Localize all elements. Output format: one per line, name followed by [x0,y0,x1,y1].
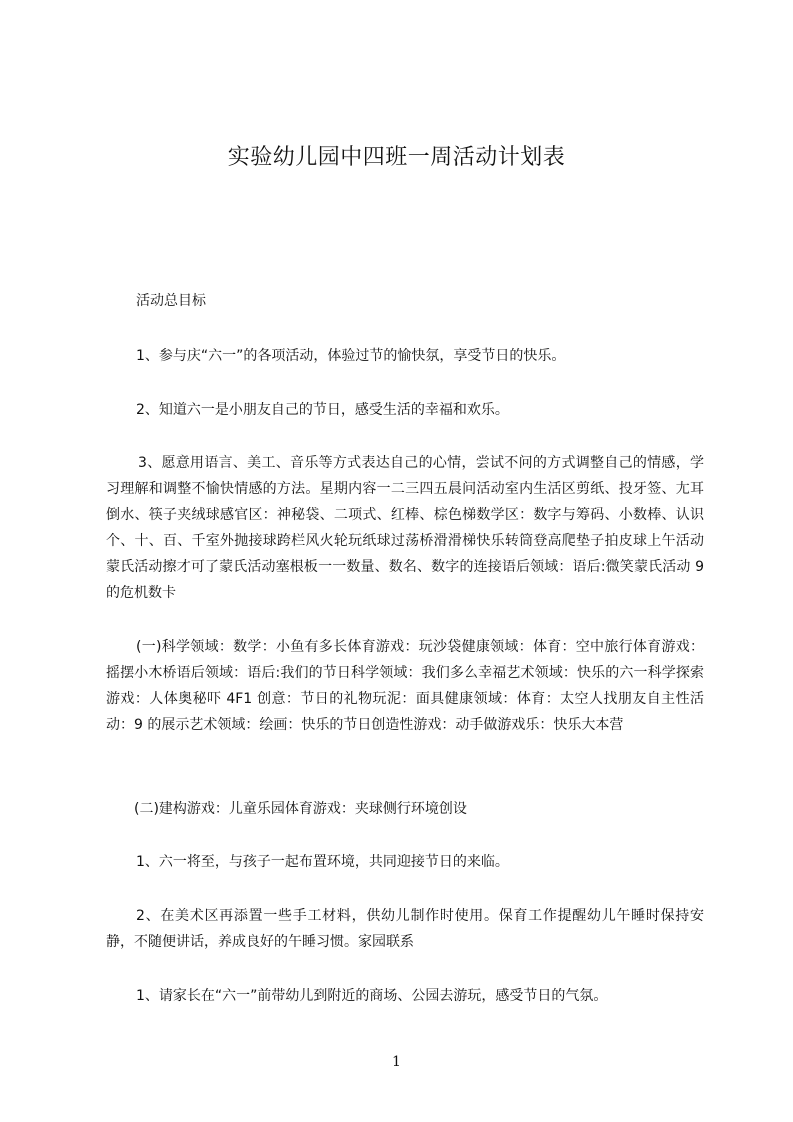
goal-item-1: 1、参与庆“六一”的各项活动，体验过节的愉快氛，享受节日的快乐。 [136,348,566,364]
page-number: 1 [392,1054,401,1070]
environment-item-1: 1、六一将至，与孩子一起布置环境，共同迎接节日的来临。 [136,854,509,870]
home-contact-item-1: 1、请家长在“六一”前带幼儿到附近的商场、公园去游玩，感受节日的气氛。 [136,988,608,1004]
section-construction-game: (二)建构游戏：儿童乐园体育游戏：夹球侧行环境创设 [134,801,467,817]
section-science-domain: (一)科学领域：数学：小鱼有多长体育游戏：玩沙袋健康领域：体育：空中旅行体育游戏：摇摆小木桥语后领域：语后:我们的节日科学领域：我们多么幸福艺术领域：快乐的六一科学探索游戏：人体奥秘吓 4F1 创意：节日的礼物玩泥：面具健康领域：体育：太空人找朋友自主性活动：9 的展示艺术领域：绘画：快乐的节日创造性游戏：动手做游戏乐：快乐大本营 [106,639,704,733]
section-heading-overall-goal: 活动总目标 [136,293,206,309]
goal-item-3: 3、愿意用语言、美工、音乐等方式表达自己的心情，尝试不问的方式调整自己的情感，学习理解和调整不愉快情感的方法。星期内容一二三四五晨问活动室内生活区剪纸、投牙签、尢耳倒水、筷子夹绒球感官区：神秘袋、二项式、红棒、棕色梯数学区：数字与筹码、小数棒、认识个、十、百、千室外抛接球跨栏风火轮玩纸球过荡桥滑滑梯快乐转筒登高爬垫子拍皮球上午活动蒙氏活动擦才可了蒙氏活动塞根板一一数量、数名、数字的连接语后领域：语后:微笑蒙氏活动 9 的危机数卡 [106,455,704,601]
document-title: 实验幼儿园中四班一周活动计划表 [227,145,566,170]
goal-item-2: 2、知道六一是小朋友自己的节日，感受生活的幸福和欢乐。 [136,402,509,418]
environment-item-2: 2、在美术区再添置一些手工材料，供幼儿制作时使用。保育工作提醒幼儿午睡时保持安静，不随便讲话，养成良好的午睡习惯。家园联系 [106,908,704,950]
